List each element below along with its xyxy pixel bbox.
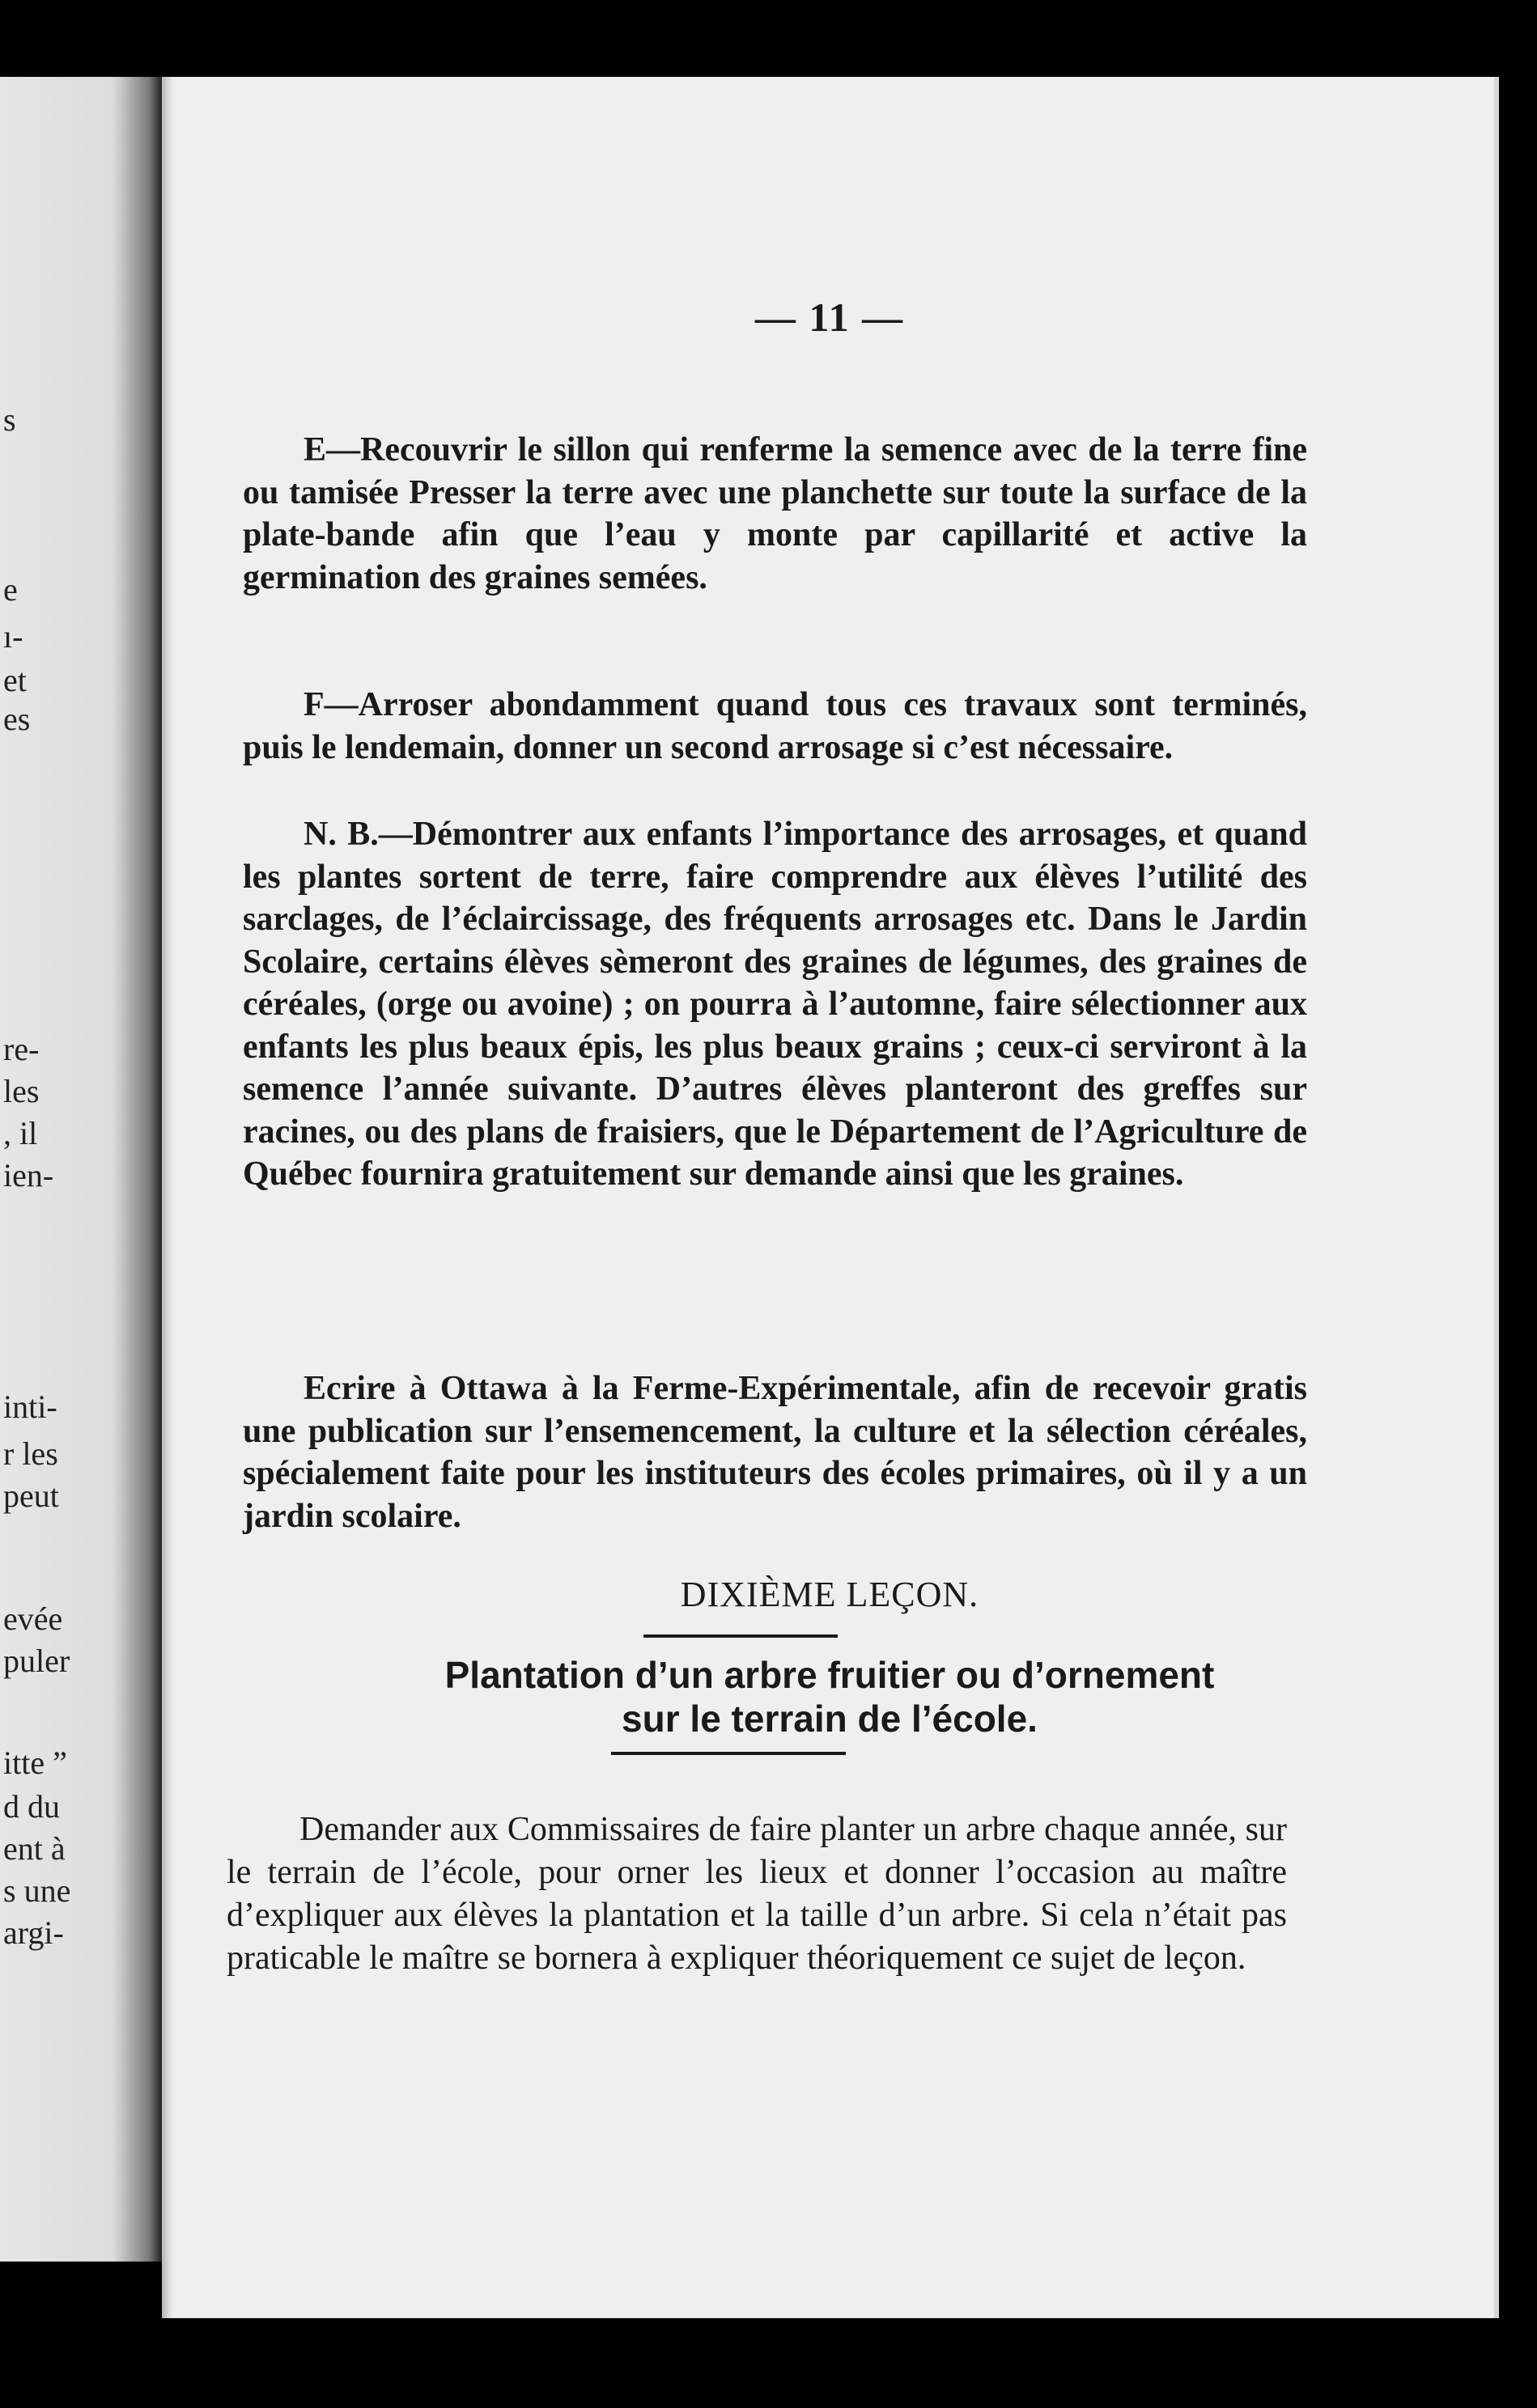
paragraph-final [227,1808,1287,1980]
left-page-fragment: et [3,662,27,698]
left-page-fragment: s [3,401,16,438]
section-title [162,1653,1497,1740]
left-page-fragment: peut [3,1477,59,1514]
left-page-fragment: d du [3,1788,60,1825]
paragraph-text: Ecrire à Ottawa à la Ferme-Expérimentale, afin de recevoir gratis une publication sur l’ensemencement, la culture et la sélection céréales, spécialement faite pour les instituteurs des écoles primaires, où il y a un jardin scolaire. [243,1370,1307,1535]
left-page-fragment: , il [3,1115,38,1151]
left-page-fragment: puler [3,1643,70,1679]
left-page-fragment: inti- [3,1388,57,1425]
paragraph-text: Demander aux Commissaires de faire planter un arbre chaque année, sur le terrain de l’école, pour orner les lieux et donner l’occasion au maître d’expliquer aux élèves la plantation et la taille d’un arbre. Si cela n’était pas praticable le maître se bornera à expliquer théoriquement ce sujet de leçon. [227,1811,1287,1977]
paragraph-text: N. B.—Démontrer aux enfants l’importance des arrosages, et quand les plantes sortent de terre, faire comprendre aux élèves l’utilité des sarclages, de l’éclaircissage, des fréquents arrosages etc. Dans le Jardin Scolaire, certains élèves sèmeront des graines de légumes, des graines de céréales, (orge ou avoine) ; on pourra à l’automne, faire sélectionner aux enfants les plus beaux épis, les plus beaux grains ; ceux-ci serviront à la semence l’année suivante. D’autres élèves planteront des greffes sur racines, ou des plans de fraisiers, que le Département de l’Agriculture de Québec fournira gratuitement sur demande ainsi que les graines. [243,816,1307,1193]
left-page-fragment: argi- [3,1914,64,1951]
left-page-fragment: ent à [3,1830,66,1867]
page-number: — 11 — [754,295,905,340]
document-page [162,77,1497,2318]
paragraph-text: E—Recouvrir le sillon qui renferme la semence avec de la terre fine ou tamisée Presser la terre avec une planchette sur toute la surface de la plate-bande afin que l’eau y monte par capillarité et active la germination des graines semées. [243,431,1307,596]
paragraph-ottawa [243,1367,1307,1537]
section-title-line: Plantation d’un arbre fruitier ou d’ornement [444,1654,1215,1696]
divider-top [643,1634,838,1638]
left-page-fragment: e [3,571,18,608]
section-title-line: sur le terrain de l’école. [622,1698,1038,1740]
left-page-fragment: es [3,701,31,737]
left-page-fragment: r les [3,1435,58,1472]
divider-bottom [611,1752,846,1755]
left-page-fragment: re- [3,1031,40,1067]
page-edge [1494,77,1499,2318]
left-page-fragment: ı- [3,618,23,655]
left-page-fragment: s une [3,1872,71,1909]
left-page-fragment: ien- [3,1157,54,1193]
paragraph-text: F—Arroser abondamment quand tous ces travaux sont terminés, puis le lendemain, donner un second arrosage si c’est nécessaire. [243,686,1307,766]
lesson-heading: DIXIÈME LEÇON. [680,1575,979,1614]
left-facing-page [0,77,162,2262]
left-page-fragment: les [3,1073,40,1109]
paragraph-f [243,684,1307,769]
left-page-fragment: itte ” [3,1745,67,1781]
paragraph-e [243,429,1307,599]
paragraph-nb [243,813,1307,1196]
left-page-fragment: evée [3,1600,63,1637]
